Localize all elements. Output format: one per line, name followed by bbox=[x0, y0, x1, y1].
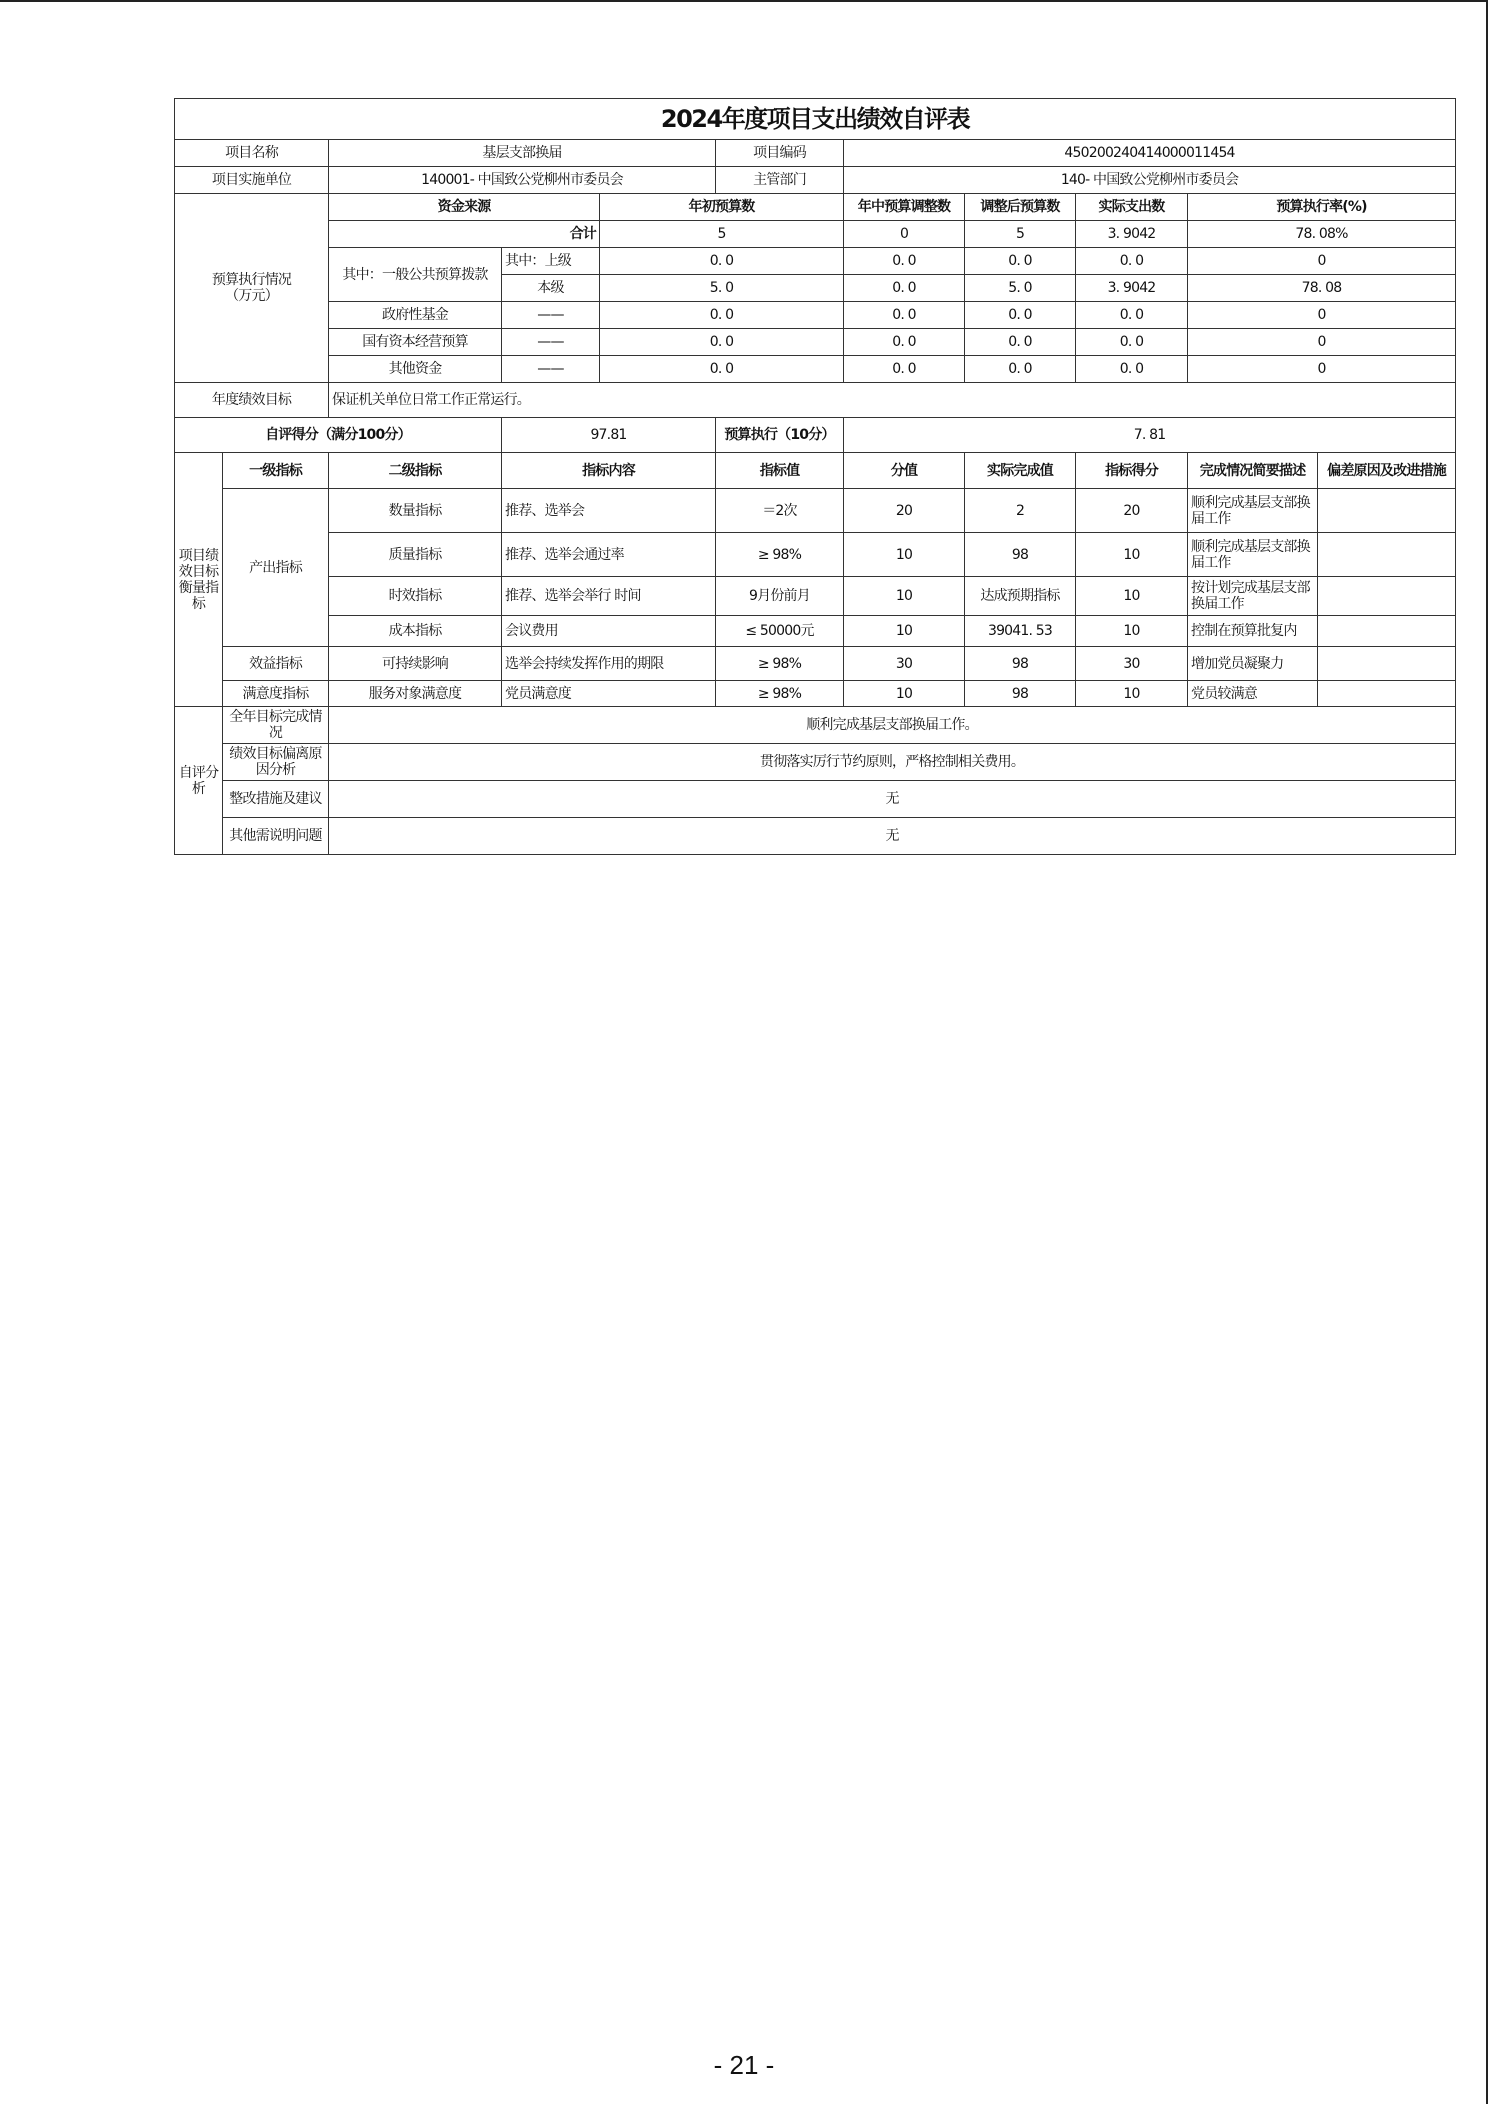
budget-govfund-dash: —— bbox=[502, 302, 600, 329]
implementing-unit-label: 项目实施单位 bbox=[175, 167, 329, 194]
budget-local-initial: 5. 0 bbox=[600, 275, 844, 302]
budget-upper-rate: 0 bbox=[1188, 248, 1456, 275]
budget-other-adjusted: 0. 0 bbox=[965, 356, 1076, 383]
supervising-dept-value: 140- 中国致公党柳州市委员会 bbox=[844, 167, 1456, 194]
budget-local-adjust: 0. 0 bbox=[844, 275, 965, 302]
ind-satisfaction-label: 满意度指标 bbox=[223, 681, 329, 707]
ind-weight: 30 bbox=[844, 647, 965, 681]
self-score-label: 自评得分（满分100分） bbox=[175, 418, 502, 453]
budget-upper-initial: 0. 0 bbox=[600, 248, 844, 275]
budget-other-actual: 0. 0 bbox=[1076, 356, 1188, 383]
page-number: - 21 - bbox=[713, 2050, 775, 2080]
evaluation-table bbox=[174, 98, 1456, 855]
analysis-label: 全年目标完成情况 bbox=[223, 707, 329, 744]
budget-state-dash: —— bbox=[502, 329, 600, 356]
ind-desc: 增加党员凝聚力 bbox=[1188, 647, 1318, 681]
ind-actual: 98 bbox=[965, 681, 1076, 707]
budget-header-rate: 预算执行率(%) bbox=[1188, 194, 1456, 221]
ind-weight: 10 bbox=[844, 616, 965, 647]
budget-header-adjust: 年中预算调整数 bbox=[844, 194, 965, 221]
budget-local-actual: 3. 9042 bbox=[1076, 275, 1188, 302]
ind-target: ≤ 50000元 bbox=[716, 616, 844, 647]
ind-content: 推荐、选举会举行 时间 bbox=[502, 577, 716, 616]
table-row bbox=[175, 616, 1456, 647]
budget-header-actual: 实际支出数 bbox=[1076, 194, 1188, 221]
analysis-value: 无 bbox=[329, 781, 1456, 818]
ind-actual: 98 bbox=[965, 533, 1076, 577]
budget-local-adjusted: 5. 0 bbox=[965, 275, 1076, 302]
budget-upper-actual: 0. 0 bbox=[1076, 248, 1188, 275]
budget-upper-label: 其中：上级 bbox=[502, 248, 600, 275]
annual-goal-label: 年度绩效目标 bbox=[175, 383, 329, 418]
table-row bbox=[175, 647, 1456, 681]
ind-reason bbox=[1318, 616, 1456, 647]
budget-govfund-rate: 0 bbox=[1188, 302, 1456, 329]
ind-desc: 按计划完成基层支部换届工作 bbox=[1188, 577, 1318, 616]
ind-score: 30 bbox=[1076, 647, 1188, 681]
ind-content: 选举会持续发挥作用的期限 bbox=[502, 647, 716, 681]
ind-reason bbox=[1318, 577, 1456, 616]
budget-govfund-actual: 0. 0 bbox=[1076, 302, 1188, 329]
ind-actual: 达成预期指标 bbox=[965, 577, 1076, 616]
ind-level2: 可持续影响 bbox=[329, 647, 502, 681]
project-code-label: 项目编码 bbox=[716, 140, 844, 167]
top-border-line bbox=[0, 0, 1488, 2]
budget-total-adjust: 0 bbox=[844, 221, 965, 248]
project-code-value: 450200240414000011454 bbox=[844, 140, 1456, 167]
budget-state-actual: 0. 0 bbox=[1076, 329, 1188, 356]
project-name-label: 项目名称 bbox=[175, 140, 329, 167]
ind-reason bbox=[1318, 489, 1456, 533]
budget-govfund-initial: 0. 0 bbox=[600, 302, 844, 329]
budget-exec-score-value: 7. 81 bbox=[844, 418, 1456, 453]
annual-goal-value: 保证机关单位日常工作正常运行。 bbox=[329, 383, 1456, 418]
ind-header-reason: 偏差原因及改进措施 bbox=[1318, 453, 1456, 489]
ind-score: 20 bbox=[1076, 489, 1188, 533]
ind-content: 推荐、选举会 bbox=[502, 489, 716, 533]
ind-header-desc: 完成情况简要描述 bbox=[1188, 453, 1318, 489]
table-row bbox=[175, 681, 1456, 707]
ind-score: 10 bbox=[1076, 681, 1188, 707]
budget-exec-score-label: 预算执行（10分） bbox=[716, 418, 844, 453]
budget-local-rate: 78. 08 bbox=[1188, 275, 1456, 302]
budget-total-adjusted: 5 bbox=[965, 221, 1076, 248]
ind-reason bbox=[1318, 681, 1456, 707]
project-name-value: 基层支部换届 bbox=[329, 140, 716, 167]
budget-total-label: 合计 bbox=[329, 221, 600, 248]
table-row bbox=[175, 533, 1456, 577]
ind-weight: 10 bbox=[844, 681, 965, 707]
self-score-value: 97.81 bbox=[502, 418, 716, 453]
analysis-section-label: 自评分析 bbox=[175, 707, 223, 855]
ind-reason bbox=[1318, 647, 1456, 681]
budget-state-rate: 0 bbox=[1188, 329, 1456, 356]
ind-desc: 顺利完成基层支部换届工作 bbox=[1188, 489, 1318, 533]
budget-other-initial: 0. 0 bbox=[600, 356, 844, 383]
supervising-dept-label: 主管部门 bbox=[716, 167, 844, 194]
ind-target: ≥ 98% bbox=[716, 681, 844, 707]
ind-desc: 党员较满意 bbox=[1188, 681, 1318, 707]
budget-state-label: 国有资本经营预算 bbox=[329, 329, 502, 356]
analysis-label: 整改措施及建议 bbox=[223, 781, 329, 818]
ind-header-target: 指标值 bbox=[716, 453, 844, 489]
evaluation-sheet bbox=[174, 98, 1455, 855]
ind-weight: 10 bbox=[844, 577, 965, 616]
budget-header-source: 资金来源 bbox=[329, 194, 600, 221]
ind-level2: 时效指标 bbox=[329, 577, 502, 616]
ind-content: 会议费用 bbox=[502, 616, 716, 647]
budget-local-label: 本级 bbox=[502, 275, 600, 302]
budget-header-adjusted: 调整后预算数 bbox=[965, 194, 1076, 221]
ind-weight: 20 bbox=[844, 489, 965, 533]
ind-target: ≥ 98% bbox=[716, 647, 844, 681]
ind-benefit-label: 效益指标 bbox=[223, 647, 329, 681]
indicator-section-label: 项目绩效目标衡量指标 bbox=[175, 453, 223, 707]
ind-actual: 98 bbox=[965, 647, 1076, 681]
ind-content: 党员满意度 bbox=[502, 681, 716, 707]
ind-level2: 成本指标 bbox=[329, 616, 502, 647]
ind-weight: 10 bbox=[844, 533, 965, 577]
budget-section-label bbox=[175, 194, 329, 383]
budget-total-initial: 5 bbox=[600, 221, 844, 248]
ind-level2: 数量指标 bbox=[329, 489, 502, 533]
ind-output-label: 产出指标 bbox=[223, 489, 329, 647]
analysis-value: 顺利完成基层支部换届工作。 bbox=[329, 707, 1456, 744]
ind-header-level2: 二级指标 bbox=[329, 453, 502, 489]
implementing-unit-value: 140001- 中国致公党柳州市委员会 bbox=[329, 167, 716, 194]
budget-state-adjusted: 0. 0 bbox=[965, 329, 1076, 356]
ind-actual: 2 bbox=[965, 489, 1076, 533]
ind-header-content: 指标内容 bbox=[502, 453, 716, 489]
budget-header-initial: 年初预算数 bbox=[600, 194, 844, 221]
budget-other-adjust: 0. 0 bbox=[844, 356, 965, 383]
ind-header-weight: 分值 bbox=[844, 453, 965, 489]
ind-target: ≥ 98% bbox=[716, 533, 844, 577]
budget-general-label: 其中：一般公共预算拨款 bbox=[329, 248, 502, 302]
ind-header-level1: 一级指标 bbox=[223, 453, 329, 489]
table-row bbox=[175, 489, 1456, 533]
ind-desc: 控制在预算批复内 bbox=[1188, 616, 1318, 647]
ind-score: 10 bbox=[1076, 533, 1188, 577]
budget-other-label: 其他资金 bbox=[329, 356, 502, 383]
budget-state-initial: 0. 0 bbox=[600, 329, 844, 356]
ind-reason bbox=[1318, 533, 1456, 577]
ind-header-actual: 实际完成值 bbox=[965, 453, 1076, 489]
analysis-label: 其他需说明问题 bbox=[223, 818, 329, 855]
table-title: 2024年度项目支出绩效自评表 bbox=[175, 99, 1456, 140]
budget-other-dash: —— bbox=[502, 356, 600, 383]
budget-other-rate: 0 bbox=[1188, 356, 1456, 383]
ind-header-score: 指标得分 bbox=[1076, 453, 1188, 489]
budget-upper-adjusted: 0. 0 bbox=[965, 248, 1076, 275]
analysis-label: 绩效目标偏离原因分析 bbox=[223, 744, 329, 781]
ind-target: ＝2次 bbox=[716, 489, 844, 533]
ind-desc: 顺利完成基层支部换届工作 bbox=[1188, 533, 1318, 577]
ind-actual: 39041. 53 bbox=[965, 616, 1076, 647]
budget-total-rate: 78. 08% bbox=[1188, 221, 1456, 248]
ind-content: 推荐、选举会通过率 bbox=[502, 533, 716, 577]
ind-level2: 服务对象满意度 bbox=[329, 681, 502, 707]
table-row bbox=[175, 577, 1456, 616]
analysis-value: 无 bbox=[329, 818, 1456, 855]
budget-govfund-label: 政府性基金 bbox=[329, 302, 502, 329]
budget-state-adjust: 0. 0 bbox=[844, 329, 965, 356]
budget-total-actual: 3. 9042 bbox=[1076, 221, 1188, 248]
ind-score: 10 bbox=[1076, 616, 1188, 647]
budget-upper-adjust: 0. 0 bbox=[844, 248, 965, 275]
budget-section-text: 预算执行情况 （万元） bbox=[211, 272, 292, 304]
budget-govfund-adjust: 0. 0 bbox=[844, 302, 965, 329]
ind-target: 9月份前月 bbox=[716, 577, 844, 616]
analysis-value: 贯彻落实厉行节约原则，严格控制相关费用。 bbox=[329, 744, 1456, 781]
ind-level2: 质量指标 bbox=[329, 533, 502, 577]
ind-score: 10 bbox=[1076, 577, 1188, 616]
budget-govfund-adjusted: 0. 0 bbox=[965, 302, 1076, 329]
